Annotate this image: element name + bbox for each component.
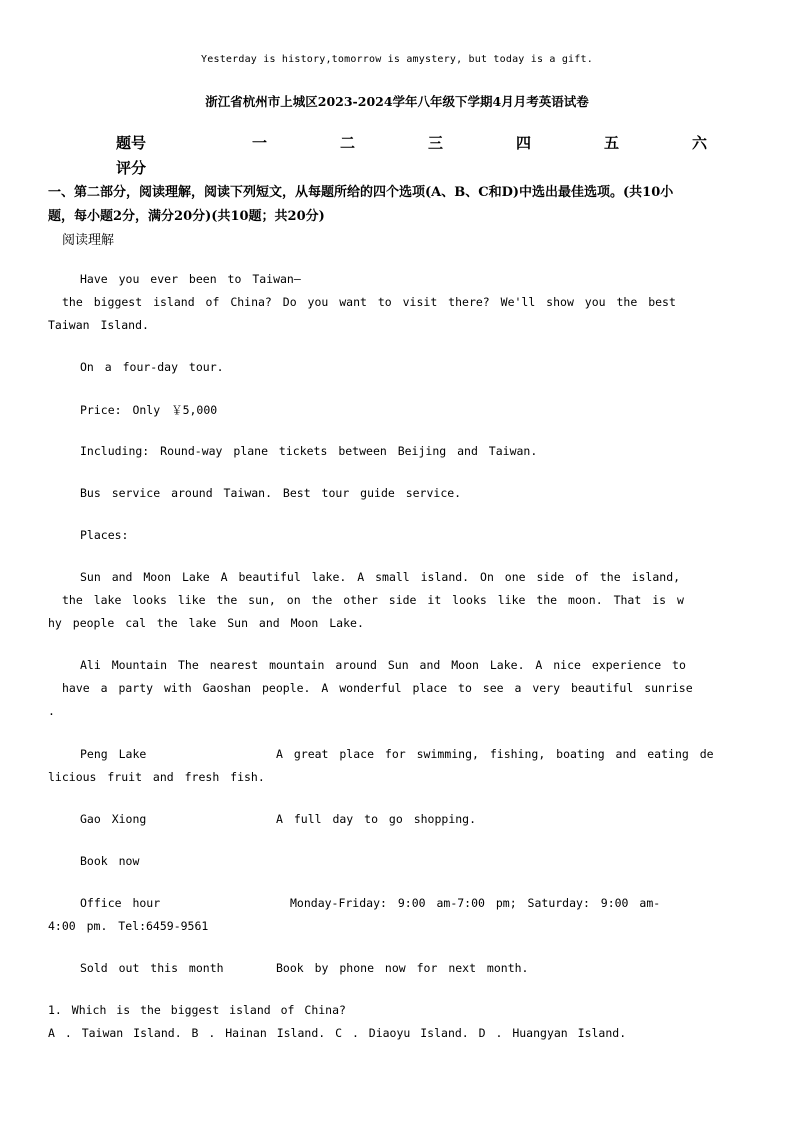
passage-line: Price: Only ￥5,000 (80, 403, 218, 417)
passage-line: A great place for swimming, fishing, boating and eating de (276, 747, 714, 761)
passage-line: Ali Mountain The nearest mountain around Sun and Moon Lake. A nice experience to (80, 658, 686, 672)
section-instructions-line2: 题，每小题2分，满分20分)(共10题；共20分) (48, 209, 325, 224)
score-col-5: 五 (604, 134, 620, 152)
question-1-options: A . Taiwan Island. B . Hainan Island. C . Diaoyu Island. D . Huangyan Island. (48, 1026, 627, 1040)
passage-line: hy people cal the lake Sun and Moon Lake. (48, 616, 364, 630)
score-col-2: 二 (340, 134, 356, 152)
passage-line: Monday-Friday: 9:00 am-7:00 pm; Saturday: 9:00 am- (290, 896, 661, 910)
passage-line: A full day to go shopping. (276, 812, 477, 826)
passage-line: On a four-day tour. (80, 360, 224, 374)
score-label: 评分 (116, 159, 147, 177)
exam-title: 浙江省杭州市上城区2023-2024学年八年级下学期4月月考英语试卷 (205, 94, 589, 109)
passage-line: Places: (80, 528, 129, 542)
passage-line: Sun and Moon Lake A beautiful lake. A small island. On one side of the island, (80, 570, 681, 584)
passage-line: Have you ever been to Taiwan— (80, 272, 301, 286)
header-motto: Yesterday is history,tomorrow is amystery, but today is a gift. (201, 54, 593, 65)
score-col-1: 一 (252, 134, 268, 152)
section-instructions-line1: 一、第二部分，阅读理解，阅读下列短文，从每题所给的四个选项(A、B、C和D)中选出最佳选项。(共10小 (48, 185, 674, 200)
passage-line: Office hour (80, 896, 161, 910)
score-col-6: 六 (692, 134, 708, 152)
passage-line: Including: Round-way plane tickets between Beijing and Taiwan. (80, 444, 538, 458)
passage-line: the biggest island of China? Do you want to visit there? We'll show you the best (62, 295, 676, 309)
score-col-3: 三 (428, 134, 444, 152)
passage-line: Book by phone now for next month. (276, 961, 529, 975)
section-subheading: 阅读理解 (62, 233, 115, 248)
passage-line: Book now (80, 854, 140, 868)
passage-line: have a party with Gaoshan people. A wonderful place to see a very beautiful sunrise (62, 681, 693, 695)
passage-line: licious fruit and fresh fish. (48, 770, 265, 784)
passage-line: Peng Lake (80, 747, 147, 761)
passage-line: Taiwan Island. (48, 318, 149, 332)
score-table-header (0, 132, 794, 156)
passage-line: the lake looks like the sun, on the other side it looks like the moon. That is w (62, 593, 684, 607)
passage-line: Gao Xiong (80, 812, 147, 826)
score-col-4: 四 (516, 134, 532, 152)
passage-line: . (48, 704, 55, 718)
passage-line: Sold out this month (80, 961, 224, 975)
passage-line: 4:00 pm. Tel:6459-9561 (48, 919, 209, 933)
passage-line: Bus service around Taiwan. Best tour guide service. (80, 486, 462, 500)
question-1-stem: 1. Which is the biggest island of China? (48, 1003, 346, 1017)
score-row-label: 题号 (116, 134, 147, 152)
